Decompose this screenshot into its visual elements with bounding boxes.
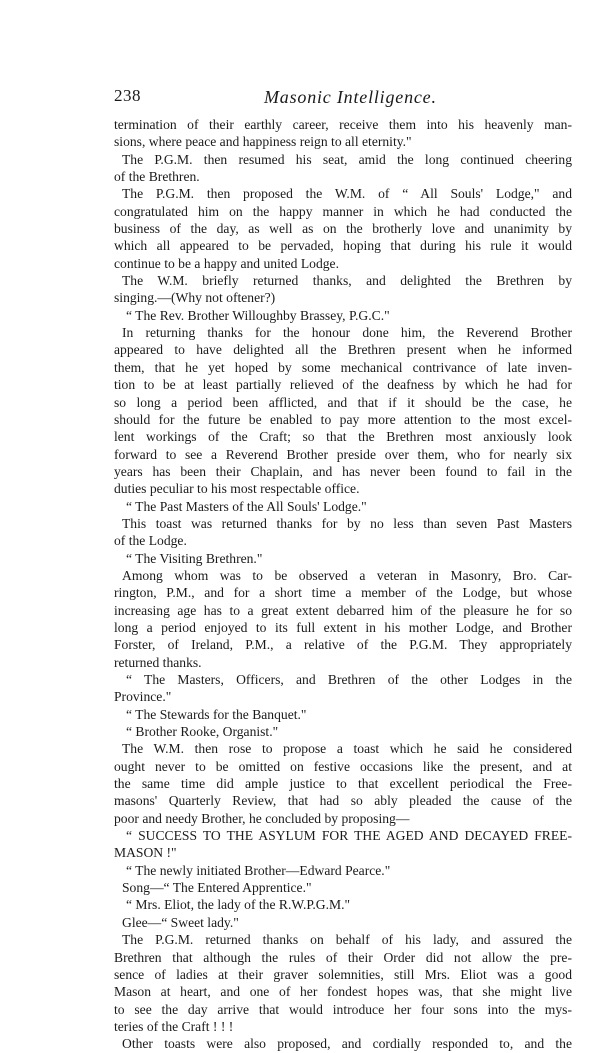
text-line: “ The Rev. Brother Willoughby Brassey, P.G.C." <box>126 307 390 323</box>
text-line: ought never to be omitted on festive occasions like the present, and at <box>114 758 572 774</box>
text-line: “ The Past Masters of the All Souls' Lodge." <box>126 498 367 514</box>
text-line: teries of the Craft ! ! ! <box>114 1018 234 1034</box>
text-line: long a period enjoyed to its full extent in his mother Lodge, and Brother <box>114 619 572 635</box>
page-number: 238 <box>114 86 141 105</box>
text-line: sions, where peace and happiness reign to all eternity." <box>114 134 412 150</box>
text-line: duties peculiar to his most respectable office. <box>114 481 360 497</box>
text-line: tion to be at least partially relieved of the deafness by which he had for <box>114 377 572 393</box>
text-line: years has been their Chaplain, and has never been found to fail in the <box>114 463 572 479</box>
text-line: continue to be a happy and united Lodge. <box>114 255 339 271</box>
text-line: them, that he yet hoped by some mechanical contrivance of late inven- <box>114 359 572 375</box>
text-line: should for the future be enabled to pay more attention to the most excel- <box>114 411 572 427</box>
text-line: so long a period been afflicted, and that if it should be the case, he <box>114 394 572 410</box>
text-line: “ The Visiting Brethren." <box>126 550 263 566</box>
text-line: termination of their earthly career, receive them into his heavenly man- <box>114 117 572 132</box>
text-line: This toast was returned thanks for by no less than seven Past Masters <box>122 515 572 531</box>
text-line: MASON !" <box>114 845 177 861</box>
text-line: Province." <box>114 689 172 705</box>
text-line: “ Mrs. Eliot, the lady of the R.W.P.G.M." <box>126 897 351 913</box>
text-line: poor and needy Brother, he concluded by proposing— <box>114 810 410 826</box>
text-line: of the Lodge. <box>114 533 187 549</box>
text-line: Brethren that although the rules of their Order did not allow the pre- <box>114 949 572 965</box>
text-line: “ The Stewards for the Banquet." <box>126 706 307 722</box>
text-line: sence of ladies at their graver solemnities, still Mrs. Eliot was a good <box>114 966 572 982</box>
text-line: singing.—(Why not oftener?) <box>114 290 276 306</box>
text-line: The W.M. then rose to propose a toast which he said he considered <box>122 741 572 757</box>
text-line: Glee—“ Sweet lady." <box>122 914 239 930</box>
running-head <box>114 86 572 112</box>
text-line: “ The newly initiated Brother—Edward Pearce." <box>126 862 391 878</box>
text-line: lent workings of the Craft; so that the Brethren most anxiously look <box>114 429 572 445</box>
text-line: The P.G.M. then proposed the W.M. of “ All Souls' Lodge," and <box>122 186 572 202</box>
text-line: congratulated him on the happy manner in which he had conducted the <box>114 203 572 219</box>
text-line: business of the day, as well as on the brotherly love and unanimity by <box>114 221 572 237</box>
text-line: forward to see a Reverend Brother preside over them, who for nearly six <box>114 446 572 462</box>
running-title: Masonic Intelligence. <box>264 87 437 107</box>
text-line: The P.G.M. then resumed his seat, amid the long continued cheering <box>122 151 572 167</box>
text-line: Among whom was to be observed a veteran in Masonry, Bro. Car- <box>122 567 572 583</box>
text-line: Other toasts were also proposed, and cordially responded to, and the <box>122 1036 572 1052</box>
text-line: which all appeared to be pervaded, hoping that during his rule it would <box>114 238 572 254</box>
text-line: appeared to have delighted all the Brethren present when he informed <box>114 342 572 358</box>
text-line: increasing age has to a great extent debarred him of the pleasure he for so <box>114 602 572 618</box>
text-line: the same time did ample justice to that excellent periodical the Free- <box>114 776 572 792</box>
text-line: “ SUCCESS TO THE ASYLUM FOR THE AGED AND DECAYED FREE- <box>126 828 572 844</box>
text-line: “ The Masters, Officers, and Brethren of the other Lodges in the <box>126 672 572 687</box>
text-line: to see the day arrive that would introduce her four sons into the mys- <box>114 1001 572 1017</box>
body-text <box>114 116 572 1053</box>
text-line: In returning thanks for the honour done him, the Reverend Brother <box>122 325 572 341</box>
text-line: Song—“ The Entered Apprentice." <box>122 880 312 896</box>
text-line: masons' Quarterly Review, that had so ably pleaded the cause of the <box>114 793 572 809</box>
text-line: The P.G.M. returned thanks on behalf of his lady, and assured the <box>122 932 572 948</box>
text-line: rington, P.M., and for a short time a member of the Lodge, but whose <box>114 585 572 601</box>
text-line: Mason at heart, and one of her fondest hopes was, that she might live <box>114 984 572 1000</box>
text-line: Forster, of Ireland, P.M., a relative of the P.G.M. They appropriately <box>114 637 572 653</box>
text-line: returned thanks. <box>114 654 202 670</box>
text-line: “ Brother Rooke, Organist." <box>126 724 279 740</box>
text-line: of the Brethren. <box>114 169 200 185</box>
text-line: The W.M. briefly returned thanks, and delighted the Brethren by <box>122 273 572 289</box>
